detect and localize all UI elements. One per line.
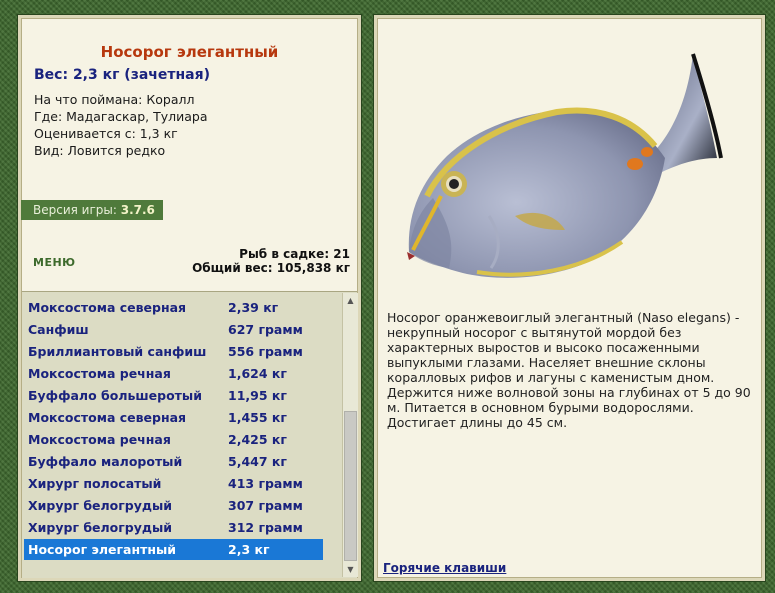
fish-name: Хирург белогрудый [28,498,173,513]
list-item[interactable] [24,451,323,472]
scroll-thumb[interactable] [344,411,357,561]
fish-info-panel [18,15,361,581]
fish-rarity: Вид: Ловится редко [34,143,166,158]
fish-name: Моксостома северная [28,300,187,315]
fish-weight-value: 413 грамм [228,476,303,491]
fish-weight-value: 1,624 кг [228,366,287,381]
game-version-bar [21,200,163,220]
arrow-down-icon[interactable]: ▼ [347,565,354,574]
fish-name: Моксостома речная [28,366,171,381]
fish-weight-value: 11,95 кг [228,388,287,403]
fish-name: Хирург полосатый [28,476,162,491]
fish-weight-value: 556 грамм [228,344,303,359]
list-item[interactable] [24,297,323,318]
list-item[interactable] [24,319,323,340]
menu-button[interactable]: МЕНЮ [33,256,76,269]
version-number: 3.7.6 [120,203,155,217]
fish-name: Санфиш [28,322,89,337]
fish-weight-value: 1,455 кг [228,410,287,425]
list-item[interactable] [24,429,323,450]
list-item[interactable] [24,517,323,538]
list-item[interactable] [24,385,323,406]
fish-valued-from: Оценивается с: 1,3 кг [34,126,178,141]
fish-weight-value: 2,39 кг [228,300,279,315]
fish-weight-value: 307 грамм [228,498,303,513]
fish-details-panel [374,15,765,581]
fish-name: Моксостома речная [28,432,171,447]
fish-name: Бриллиантовый санфиш [28,344,207,359]
catch-list[interactable] [22,291,357,578]
list-item[interactable] [24,341,323,362]
list-item[interactable] [24,473,323,494]
fish-count: Рыб в садке: 21 [239,247,350,261]
hotkeys-link[interactable]: Горячие клавиши [383,561,507,575]
fish-name: Хирург белогрудый [28,520,173,535]
fish-name: Буффало малоротый [28,454,183,469]
catch-list-scrollbar[interactable] [342,293,358,577]
list-item[interactable] [24,407,323,428]
arrow-up-icon[interactable]: ▲ [347,296,354,305]
total-weight: Общий вес: 105,838 кг [192,261,350,275]
fish-image [397,46,757,296]
fish-weight-value: 312 грамм [228,520,303,535]
fish-location: Где: Мадагаскар, Тулиара [34,109,208,124]
version-label: Версия игры: [33,203,117,217]
list-item[interactable] [24,495,323,516]
fish-weight-value: 2,425 кг [228,432,287,447]
fish-name: Моксостома северная [28,410,187,425]
fish-description: Носорог оранжевоиглый элегантный (Naso elegans) - некрупный носорог с вытянутой мордой без характерных выростов и высоко посаженными выпуклыми глазами. Населяет внешние склоны коралловых рифов и лагуны с каменистым дном. Держится ниже волновой зоны на глубинах от 5 до 90 м. Питается в основном бурыми водорослями. Достигает длины до 45 см. [387,310,751,430]
fish-name: Буффало большеротый [28,388,202,403]
list-item[interactable] [24,363,323,384]
fish-weight-value: 5,447 кг [228,454,287,469]
fish-weight-value: 2,3 кг [228,542,270,557]
fish-name: Носорог элегантный [28,542,177,557]
fish-weight-value: 627 грамм [228,322,303,337]
fish-bait: На что поймана: Коралл [34,92,195,107]
fish-weight: Вес: 2,3 кг (зачетная) [34,67,211,83]
fish-title: Носорог элегантный [100,43,279,61]
list-item-selected[interactable] [24,539,323,560]
